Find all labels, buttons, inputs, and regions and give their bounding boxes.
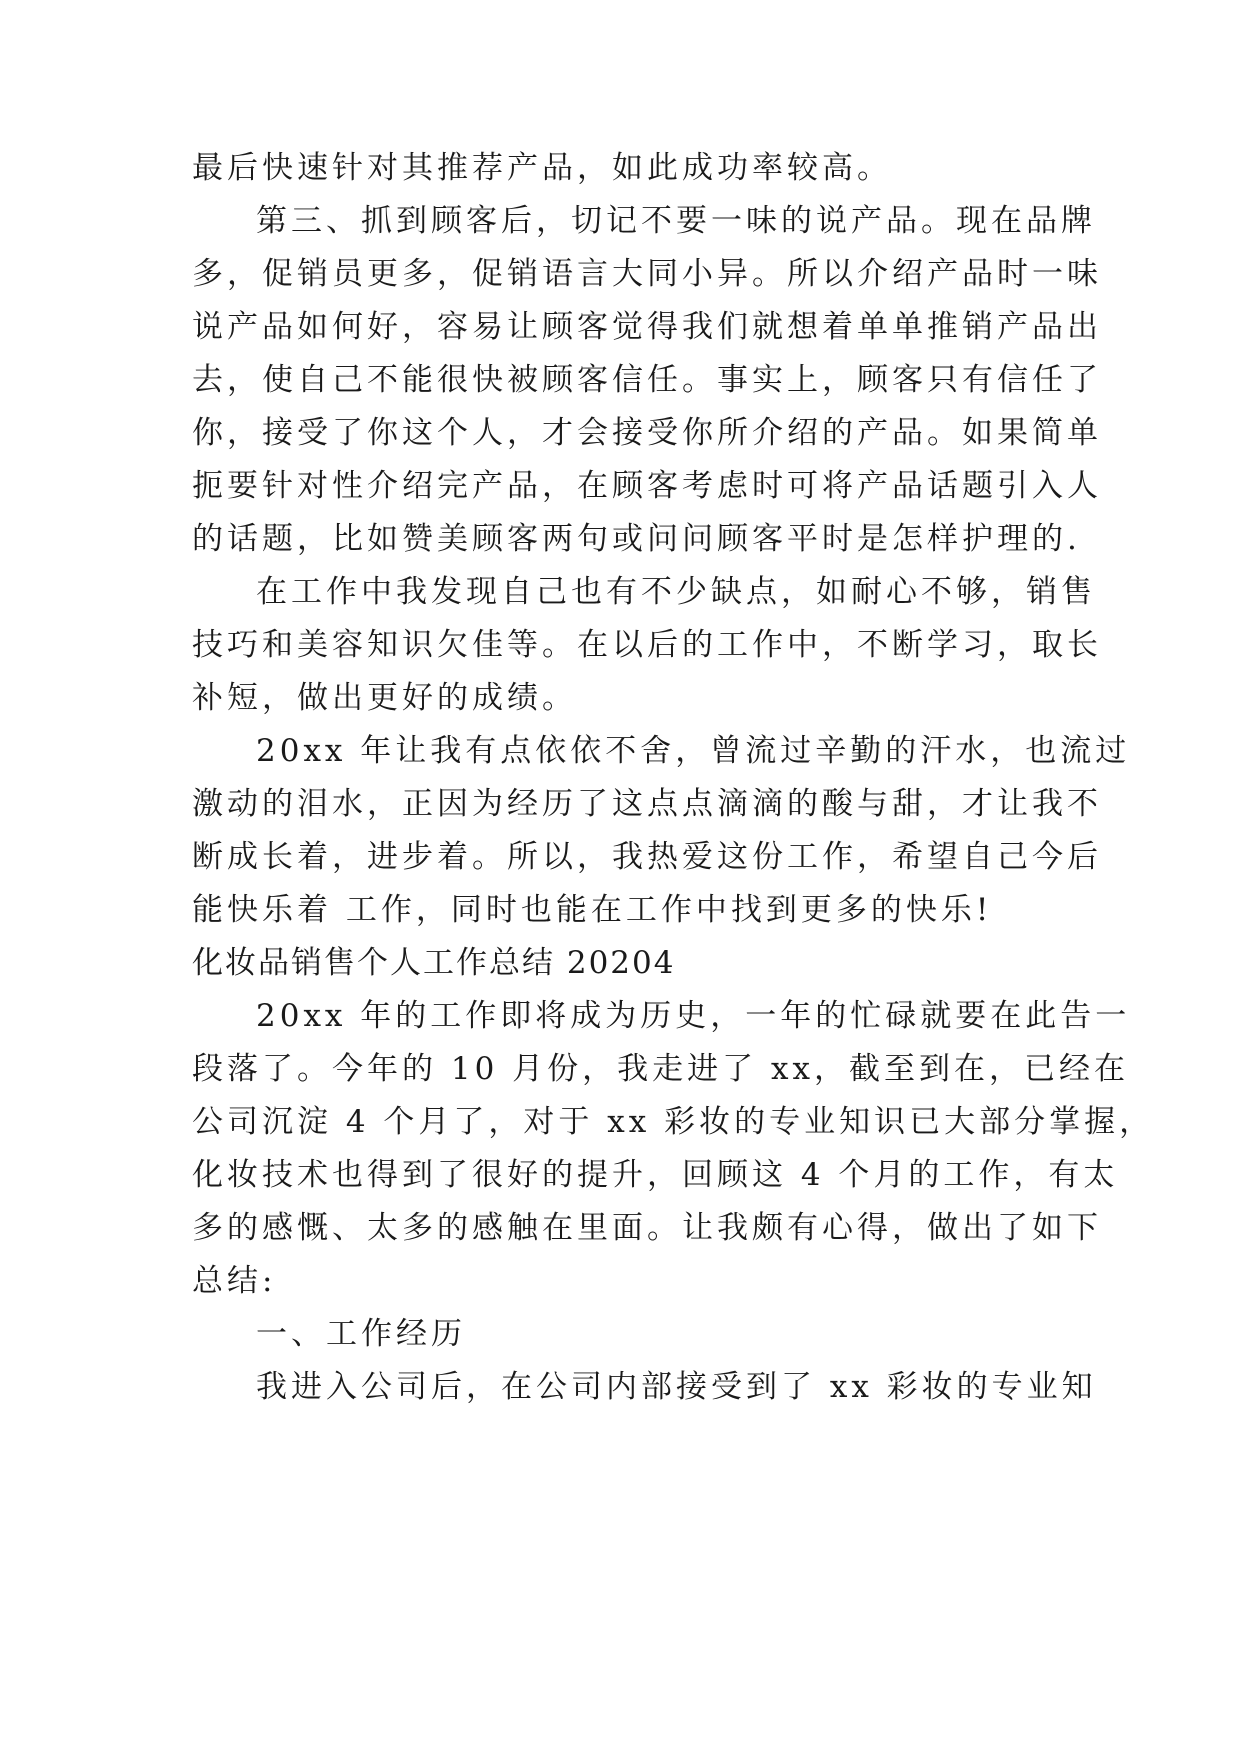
subsection-heading: 一、工作经历 <box>256 1316 466 1352</box>
body-text-line: 技巧和美容知识欠佳等。在以后的工作中，不断学习，取长 <box>192 627 1102 663</box>
paragraph-first-line: 在工作中我发现自己也有不少缺点，如耐心不够，销售 <box>256 574 1096 610</box>
body-text-line: 说产品如何好，容易让顾客觉得我们就想着单单推销产品出 <box>192 309 1102 345</box>
paragraph-first-line: 20xx 年的工作即将成为历史，一年的忙碌就要在此告一 <box>256 998 1131 1034</box>
body-text-line: 最后快速针对其推荐产品，如此成功率较高。 <box>192 150 892 186</box>
section-title: 化妆品销售个人工作总结 20204 <box>192 945 676 981</box>
body-text-line: 你，接受了你这个人，才会接受你所介绍的产品。如果简单 <box>192 415 1102 451</box>
body-text-line: 能快乐着 工作，同时也能在工作中找到更多的快乐! <box>192 892 993 928</box>
body-text-line: 公司沉淀 4 个月了，对于 xx 彩妆的专业知识已大部分掌握， <box>192 1104 1155 1140</box>
body-text-line: 多的感慨、太多的感触在里面。让我颇有心得，做出了如下 <box>192 1210 1102 1246</box>
body-text-line: 扼要针对性介绍完产品，在顾客考虑时可将产品话题引入人 <box>192 468 1102 504</box>
paragraph-first-line: 20xx 年让我有点依依不舍，曾流过辛勤的汗水，也流过 <box>256 733 1131 769</box>
body-text-line: 化妆技术也得到了很好的提升，回顾这 4 个月的工作，有太 <box>192 1157 1119 1193</box>
body-text-line: 去，使自己不能很快被顾客信任。事实上，顾客只有信任了 <box>192 362 1102 398</box>
body-text-line: 的话题，比如赞美顾客两句或问问顾客平时是怎样护理的. <box>192 521 1081 557</box>
body-text-line: 总结: <box>192 1263 277 1299</box>
body-text-line: 段落了。今年的 10 月份，我走进了 xx，截至到在，已经在 <box>192 1051 1129 1087</box>
paragraph-first-line: 第三、抓到顾客后，切记不要一味的说产品。现在品牌 <box>256 203 1096 239</box>
body-text-line: 补短，做出更好的成绩。 <box>192 680 577 716</box>
body-text-line: 断成长着，进步着。所以，我热爱这份工作，希望自己今后 <box>192 839 1102 875</box>
body-text-line: 多，促销员更多，促销语言大同小异。所以介绍产品时一味 <box>192 256 1102 292</box>
paragraph-first-line: 我进入公司后，在公司内部接受到了 xx 彩妆的专业知 <box>256 1369 1097 1405</box>
body-text-line: 激动的泪水，正因为经历了这点点滴滴的酸与甜，才让我不 <box>192 786 1102 822</box>
